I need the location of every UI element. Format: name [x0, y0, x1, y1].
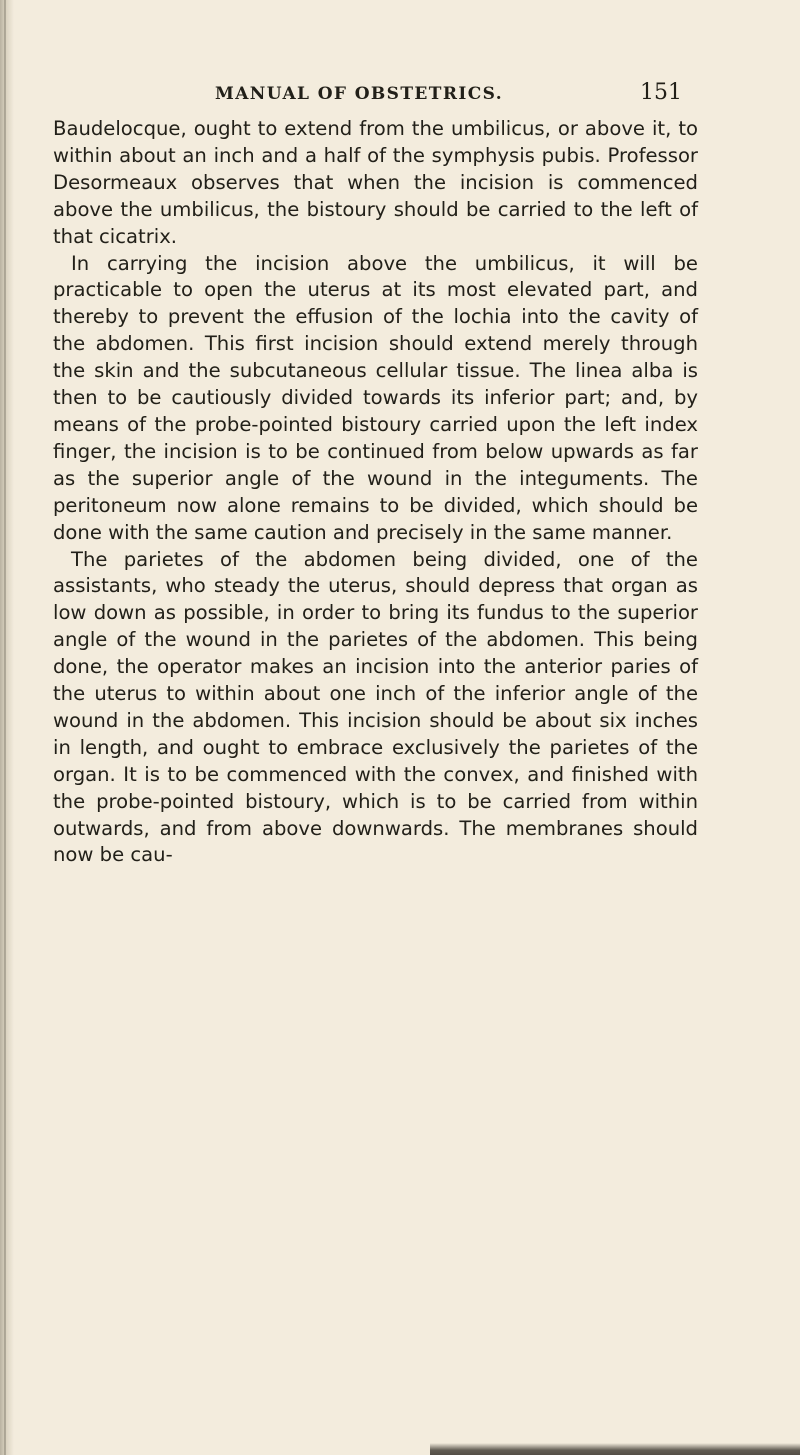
page-edge-line	[4, 0, 6, 1455]
running-title: MANUAL OF OBSTETRICS.	[215, 84, 504, 104]
book-page	[40, 78, 698, 869]
paragraph-1: Baudelocque, ought to extend from the umbilicus, or above it, to within about an inch and a half of the symphysis pubis. Professor Desormeaux observes that when the incision is commenced above the umbilicus, the bistoury should be carried to the left of that cicatrix.	[53, 117, 698, 248]
bottom-edge-shadow	[430, 1443, 800, 1455]
running-header	[40, 78, 690, 114]
page-number: 151	[640, 80, 682, 105]
paragraph-3: The parietes of the abdomen being divided, one of the assistants, who steady the uterus, should depress that organ as low down as possible, in order to bring its fundus to the superior angle of the wound in the parietes of the abdomen. This being done, the operator makes an incision into the anterior paries of the uterus to within about one inch of the inferior angle of the wound in the abdomen. This incision should be about six inches in length, and ought to embrace exclusively the parietes of the organ. It is to be commenced with the convex, and finished with the probe-pointed bistoury, which is to be carried from within outwards, and from above downwards. The membranes should now be cau-	[53, 547, 698, 867]
paragraph-2: In carrying the incision above the umbilicus, it will be practicable to open the uterus at its most elevated part, and thereby to prevent the effusion of the lochia into the cavity of the abdomen. This first incision should extend merely through the skin and the subcutaneous cellular tissue. The linea alba is then to be cautiously divided towards its inferior part; and, by means of the probe-pointed bistoury carried upon the left index finger, the incision is to be continued from below upwards as far as the superior angle of the wound in the integuments. The peritoneum now alone remains to be divided, which should be done with the same caution and precisely in the same manner.	[53, 251, 698, 544]
binding-shadow	[0, 0, 14, 1455]
body-text	[40, 116, 698, 869]
